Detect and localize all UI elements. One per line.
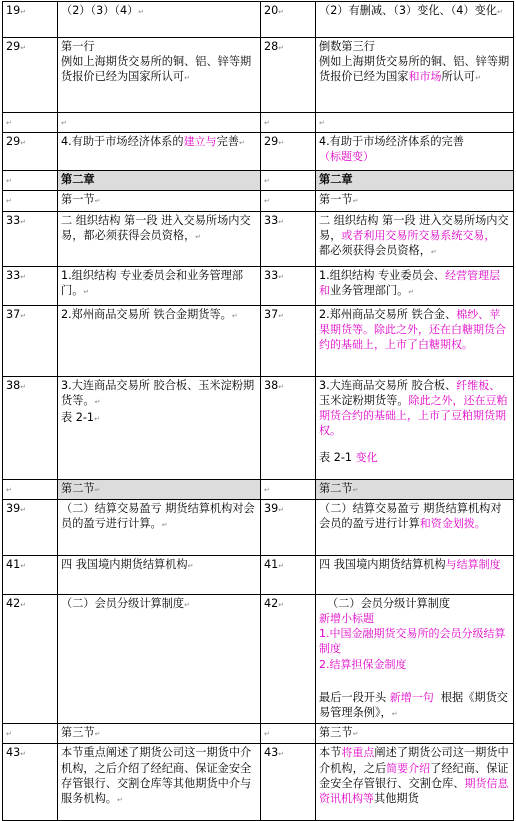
page-number-old: 39↵ <box>3 499 58 555</box>
section-heading-old: 第三节↵ <box>58 724 261 744</box>
new-text: （二）结算交易盈亏 期货结算机构对会员的盈亏进行计算和资金划拨。 <box>316 499 514 555</box>
old-text: （2）（3）（4）↵ <box>58 2 261 38</box>
table-row <box>3 191 514 211</box>
table-row <box>3 2 514 38</box>
empty-cell: ↵ <box>3 171 58 191</box>
page-number-new: 42↵ <box>261 594 316 723</box>
inserted-text: 2.结算担保金制度 <box>319 657 407 671</box>
empty-cell: ↵ <box>3 479 58 499</box>
page-number-new: 33↵ <box>261 211 316 266</box>
table-row <box>3 744 514 821</box>
page-number-new: 28↵ <box>261 38 316 113</box>
inserted-text: 新增一句 <box>389 690 434 704</box>
new-text: 二 组织结构 第一段 进入交易所场内交易，或者利用交易所交易系统交易， 都必须获得会员资格，↵ <box>316 211 514 266</box>
old-text: 四 我国境内期货结算机构↵ <box>58 555 261 594</box>
inserted-text: 与结算制度 <box>445 557 501 571</box>
chapter-heading-old: 第二章 <box>58 171 261 191</box>
inserted-text: 或者利用交易所交易系统交易， <box>341 228 496 242</box>
new-text: 4.有助于市场经济体系的完善 （标题变） <box>316 133 514 171</box>
empty-cell: ↵ <box>3 113 58 133</box>
inserted-text: 和市场 <box>408 70 442 84</box>
inserted-text: 1.中国金融期货交易所的会员分级结算制度 <box>319 627 506 656</box>
page-number-new: 43↵ <box>261 744 316 821</box>
inserted-text: 变化 <box>355 451 378 465</box>
old-text: 1.组织结构 专业委员会和业务管理部门。↵ <box>58 266 261 305</box>
page-number-new: 37↵ <box>261 305 316 376</box>
table-row <box>3 479 514 499</box>
new-text: 3.大连商品交易所 胶合板、纤维板、 玉米淀粉期货等。除此之外，还在豆粕期货合约的基础上，上市了豆粕期货期权。 表 2-1 变化 <box>316 376 514 479</box>
page-number-old: 19↵ <box>3 2 58 38</box>
table-row <box>3 113 514 133</box>
page-number-old: 37↵ <box>3 305 58 376</box>
inserted-text: 纤维板、 <box>456 378 501 392</box>
old-text: （二）结算交易盈亏 期货结算机构对会员的盈亏进行计算。↵ <box>58 499 261 555</box>
inserted-text: （标题变） <box>319 150 374 164</box>
table-row <box>3 171 514 191</box>
page-number-old: 29↵ <box>3 133 58 171</box>
inserted-text: 将重点 <box>341 746 375 760</box>
inserted-text: 简要介绍 <box>386 761 431 775</box>
new-text: 1.组织结构 专业委员会、经营管理层和业务管理部门。↵ <box>316 266 514 305</box>
page-number-new: 33↵ <box>261 266 316 305</box>
page-number-old: 43↵ <box>3 744 58 821</box>
page-number-old: 38↵ <box>3 376 58 479</box>
old-text: 第一行 例如上海期货交易所的铜、铝、锌等期货报价已经为国家所认可↵ <box>58 38 261 113</box>
empty-cell: ↵ <box>3 724 58 744</box>
page-number-new: 38↵ <box>261 376 316 479</box>
empty-cell: ↵ <box>261 191 316 211</box>
new-text: （二）会员分级计算制度 新增小标题 1.中国金融期货交易所的会员分级结算制度 2.结算担保金制度 最后一段开头 新增一句 根据《期货交易管理条例》，↵ <box>316 594 514 723</box>
section-heading-old: 第一节↵ <box>58 191 261 211</box>
table-row <box>3 376 514 479</box>
page-number-new: 41↵ <box>261 555 316 594</box>
page-number-new: 39↵ <box>261 499 316 555</box>
section-heading-new: 第二节↵ <box>316 479 514 499</box>
table-row <box>3 266 514 305</box>
new-text: 本节将重点阐述了期货公司这一期货中介机构，之后简要介绍了经纪商、保证金安全存管银行、交割仓库、期货信息资讯机构等其他期货 <box>316 744 514 821</box>
inserted-text: 和资金划拨。 <box>419 517 486 531</box>
table-row <box>3 38 514 113</box>
table-row <box>3 133 514 171</box>
table-row <box>3 594 514 723</box>
page-number-old: 33↵ <box>3 266 58 305</box>
inserted-text: 除此之外，还在豆粕期货合约的基础上，上市了豆粕期货期权。 <box>319 393 508 438</box>
new-text: 四 我国境内期货结算机构与结算制度 <box>316 555 514 594</box>
chapter-heading-new: 第二章 <box>316 171 514 191</box>
table-row <box>3 555 514 594</box>
old-text: （二）会员分级计算制度↵ <box>58 594 261 723</box>
old-text: 二 组织结构 第一段 进入交易所场内交易，都必须获得会员资格，↵ <box>58 211 261 266</box>
section-heading-new: 第三节↵ <box>316 724 514 744</box>
empty-cell: ↵ <box>261 171 316 191</box>
empty-cell: ↵ <box>261 479 316 499</box>
page-number-old: 42↵ <box>3 594 58 723</box>
inserted-text: 新增小标题 <box>319 612 374 626</box>
table-row <box>3 499 514 555</box>
inserted-text: 建立与 <box>183 135 217 149</box>
old-text: 4.有助于市场经济体系的建立与完善↵ <box>58 133 261 171</box>
empty-cell: ↵ <box>3 191 58 211</box>
empty-cell: ↵ <box>261 113 316 133</box>
comparison-table <box>2 1 514 821</box>
new-text: 2.郑州商品交易所 铁合金、棉纱、苹果期货等。除此之外，还在白糖期货合约的基础上，上市了白糖期权。 <box>316 305 514 376</box>
section-heading-new: 第一节↵ <box>316 191 514 211</box>
page-number-old: 41↵ <box>3 555 58 594</box>
table-row <box>3 305 514 376</box>
page-number-new: 29↵ <box>261 133 316 171</box>
empty-cell: ↵ <box>58 113 261 133</box>
page-number-old: 33↵ <box>3 211 58 266</box>
table-row <box>3 724 514 744</box>
empty-cell: ↵ <box>316 113 514 133</box>
empty-cell: ↵ <box>261 724 316 744</box>
section-heading-old: 第二节↵ <box>58 479 261 499</box>
old-text: 本节重点阐述了期货公司这一期货中介机构，之后介绍了经纪商、保证金安全存管银行、交割仓库等其他期货中介与服务机构。↵ <box>58 744 261 821</box>
page-number-new: 20↵ <box>261 2 316 38</box>
inserted-text: 棉纱、苹果期货等。除此之外，还在白糖期货合约的基础上，上市了白糖期权。 <box>319 307 506 352</box>
old-text: 2.郑州商品交易所 铁合金期货等。↵ <box>58 305 261 376</box>
page-number-old: 29↵ <box>3 38 58 113</box>
inserted-text: 期货信息资讯机构等 <box>319 776 509 806</box>
table-row <box>3 211 514 266</box>
new-text: 倒数第三行 例如上海期货交易所的铜、铝、锌等期货报价已经为国家和市场所认可↵ <box>316 38 514 113</box>
inserted-text: 经营管理层和 <box>319 268 501 297</box>
old-text: 3.大连商品交易所 胶合板、玉米淀粉期货等。↵ 表 2-1↵ <box>58 376 261 479</box>
new-text: （2）有删减、（3）变化、（4）变化↵ <box>316 2 514 38</box>
